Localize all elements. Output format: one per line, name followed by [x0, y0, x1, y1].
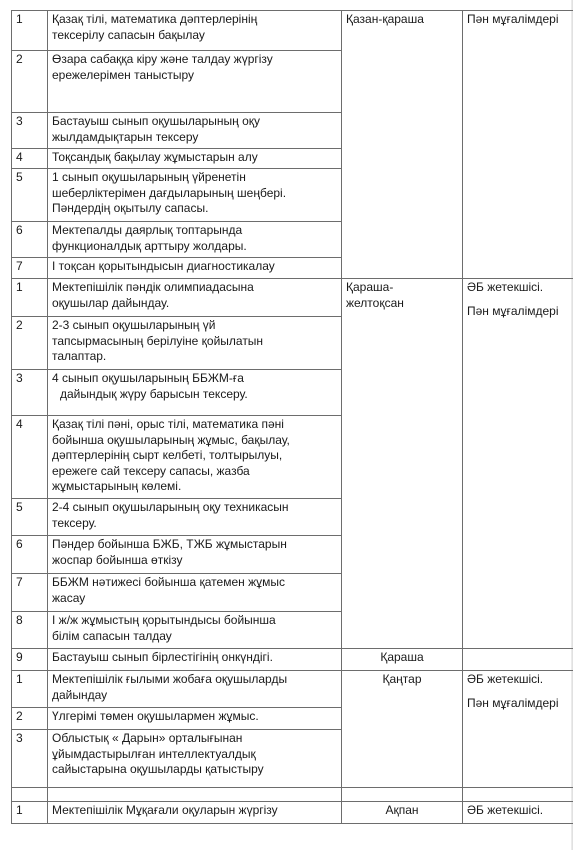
task-cell	[48, 708, 342, 730]
task-line: талаптар.	[52, 349, 107, 363]
task-line: жұмыстарының көлемі.	[52, 479, 182, 493]
row-number: 3	[12, 730, 48, 788]
task-line: Пәндердің оқытылу сапасы.	[52, 201, 209, 215]
row-number: 4	[12, 149, 48, 169]
task-cell	[48, 113, 342, 149]
period-cell	[342, 802, 463, 824]
task-line: І ж/ж жұмыстың қорытындысы бойынша	[52, 613, 276, 627]
responsible-cell	[463, 671, 573, 788]
responsible-text: ӘБ жетекшісі.	[467, 672, 544, 686]
task-line: Үлгерімі төмен оқушылармен жұмыс.	[52, 709, 259, 723]
table-row	[12, 279, 573, 317]
spacer-cell	[48, 788, 342, 802]
task-cell	[48, 279, 342, 317]
task-line: білім сапасын талдау	[52, 628, 172, 643]
task-line: Мектепішілік ғылыми жобаға оқушыларды	[52, 672, 288, 686]
task-cell	[48, 222, 342, 258]
task-line: ББЖМ нәтижесі бойынша қатемен жұмыс	[52, 575, 285, 589]
row-number: 3	[12, 370, 48, 416]
task-line: Бастауыш сынып оқушыларының оқу	[52, 114, 261, 128]
period-cell	[342, 649, 463, 671]
task-cell	[48, 649, 342, 671]
task-line: тапсырмасының берілуіне қойылатын	[52, 333, 264, 348]
task-line: Қазақ тілі пәні, орыс тілі, математика пәні	[52, 417, 284, 431]
task-line: ережелерімен таныстыру	[52, 67, 195, 82]
task-line: Тоқсандық бақылау жұмыстарын алу	[52, 150, 258, 164]
task-line: сайыстарына оқушыларды қатыстыру	[52, 762, 264, 776]
spacer-cell	[463, 788, 573, 802]
responsible-text: Пән мұғалімдері	[467, 12, 559, 26]
row-number: 1	[12, 802, 48, 824]
task-line: ережеге сай тексеру сапасы, жазба	[52, 463, 250, 478]
row-number: 6	[12, 536, 48, 574]
task-line: І тоқсан қорытындысын диагностикалау	[52, 259, 275, 273]
task-line: шеберліктерімен дағдыларының шеңбері.	[52, 185, 287, 200]
task-line: Мектепішілік пәндік олимпиадасына	[52, 280, 254, 294]
period-text: Қараша-	[346, 280, 394, 294]
task-cell	[48, 258, 342, 279]
row-number: 6	[12, 222, 48, 258]
responsible-text: ӘБ жетекшісі.	[467, 280, 544, 294]
row-number: 3	[12, 113, 48, 149]
row-number: 2	[12, 317, 48, 370]
row-number: 2	[12, 708, 48, 730]
responsible-text: ӘБ жетекшісі.	[467, 803, 544, 817]
work-plan-table	[11, 10, 573, 824]
task-line: жасау	[52, 590, 86, 605]
period-cell	[342, 11, 463, 279]
period-text: Қазан-қараша	[346, 12, 424, 26]
section-spacer-row	[12, 788, 573, 802]
task-cell	[48, 802, 342, 824]
task-line: Бастауыш сынып бірлестігінің онкүндігі.	[52, 650, 273, 664]
task-line: 1 сынып оқушыларының үйренетін	[52, 170, 246, 184]
task-line: тексерілу сапасын бақылау	[52, 27, 205, 42]
row-number: 5	[12, 169, 48, 222]
responsible-cell	[463, 11, 573, 279]
row-number: 9	[12, 649, 48, 671]
task-cell	[48, 51, 342, 113]
row-number: 1	[12, 279, 48, 317]
responsible-cell	[463, 802, 573, 824]
row-number: 4	[12, 416, 48, 499]
period-cell	[342, 279, 463, 649]
row-number: 1	[12, 671, 48, 708]
task-cell	[48, 11, 342, 51]
row-number: 7	[12, 574, 48, 612]
task-line: функционалдық арттыру жолдары.	[52, 238, 247, 253]
task-cell	[48, 317, 342, 370]
task-line: бойынша оқушыларының жұмыс, бақылау,	[52, 432, 290, 447]
table-row	[12, 11, 573, 51]
spacer-cell	[12, 788, 48, 802]
task-cell	[48, 169, 342, 222]
table-row	[12, 649, 573, 671]
task-cell	[48, 149, 342, 169]
responsible-cell	[463, 649, 573, 671]
task-line: жоспар бойынша өткізу	[52, 552, 183, 567]
task-cell	[48, 416, 342, 499]
task-line: Пәндер бойынша БЖБ, ТЖБ жұмыстарын	[52, 537, 287, 551]
table-row	[12, 802, 573, 824]
task-line: Өзара сабаққа кіру және талдау жүргізу	[52, 52, 273, 66]
task-line: дайындау	[52, 687, 108, 702]
task-line: жылдамдықтарын тексеру	[52, 129, 199, 144]
table-row	[12, 671, 573, 708]
row-number: 8	[12, 612, 48, 649]
task-line: дайындық жүру барысын тексеру.	[60, 386, 248, 401]
task-cell	[48, 671, 342, 708]
work-plan-body	[12, 11, 573, 824]
task-cell	[48, 612, 342, 649]
task-line: Мектепішілік Мұқағали оқуларын жүргізу	[52, 803, 278, 817]
row-number: 2	[12, 51, 48, 113]
task-line: дәптерлерінің сырт келбеті, толтырылуы,	[52, 448, 283, 462]
task-line: Қазақ тілі, математика дәптерлерінің	[52, 12, 258, 26]
row-number: 1	[12, 11, 48, 51]
task-line: Мектепалды даярлық топтарында	[52, 223, 243, 237]
task-line: 2-4 сынып оқушыларының оқу техникасын	[52, 500, 289, 514]
responsible-cell	[463, 279, 573, 649]
period-cell	[342, 671, 463, 788]
row-number: 7	[12, 258, 48, 279]
task-line: 4 сынып оқушыларының ББЖМ-ға	[52, 371, 244, 385]
task-cell	[48, 370, 342, 416]
period-text: Ақпан	[385, 803, 419, 817]
period-text: Қаңтар	[382, 672, 422, 686]
period-text: Қараша	[380, 650, 424, 664]
spacer-cell	[342, 788, 463, 802]
period-text: желтоқсан	[346, 295, 404, 310]
responsible-text: Пән мұғалімдері	[467, 695, 559, 710]
task-line: 2-3 сынып оқушыларының үй	[52, 318, 216, 332]
task-line: оқушылар дайындау.	[52, 295, 170, 310]
task-cell	[48, 499, 342, 536]
task-cell	[48, 536, 342, 574]
task-line: тексеру.	[52, 515, 97, 530]
task-cell	[48, 730, 342, 788]
row-number: 5	[12, 499, 48, 536]
responsible-text: Пән мұғалімдері	[467, 303, 559, 318]
task-cell	[48, 574, 342, 612]
task-line: Облыстық « Дарын» орталығынан	[52, 731, 243, 745]
task-line: ұйымдастырылған интеллектуалдық	[52, 746, 256, 761]
